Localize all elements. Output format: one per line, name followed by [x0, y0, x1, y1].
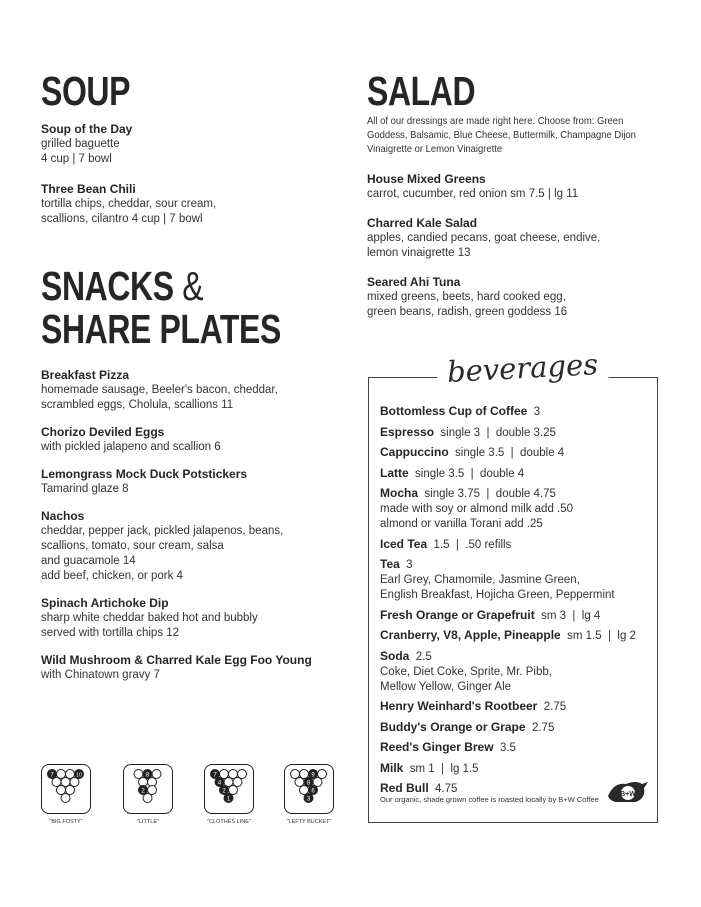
beverage-price: sm 1 | lg 1.5	[403, 762, 479, 775]
rack-number: 8	[306, 780, 311, 787]
beverage-price: 2.75	[525, 721, 555, 734]
item-desc: with Chinatown gravy 7	[41, 669, 160, 681]
rack-number: 4	[217, 780, 222, 787]
beverage-name: Espresso	[380, 424, 435, 439]
beverage-item	[380, 699, 652, 715]
menu-item	[41, 368, 351, 413]
menu-item	[41, 653, 351, 683]
beverage-name: Milk	[380, 760, 404, 775]
beverages-title: beverages	[436, 347, 609, 390]
item-name: Spinach Artichoke Dip	[41, 596, 169, 610]
ampersand: &	[182, 263, 204, 309]
rack-icon-3	[204, 764, 254, 814]
rack-number: 8	[145, 772, 150, 779]
item-desc: homemade sausage, Beeler's bacon, cheddar, scrambled eggs, Cholula, scallions 11	[41, 384, 278, 411]
beverage-price: 3	[399, 559, 413, 571]
item-desc: Tamarind glaze 8	[41, 483, 129, 495]
item-name: Wild Mushroom & Charred Kale Egg Foo Young	[41, 653, 312, 667]
beverage-price: 2.75	[537, 701, 567, 713]
dressing-note: All of our dressings are made right here. Choose from: Green Goddess, Balsamic, Blue Cheese, Buttermilk, Champagne Dijon Vinaigrette or Lemon Vinaigrette	[367, 115, 636, 155]
rack-label: "BIG FOSTY"	[49, 819, 83, 825]
beverage-item	[380, 649, 652, 695]
beverage-name: Fresh Orange or Grapefruit	[380, 607, 535, 622]
menu-item	[367, 275, 677, 320]
billiard-rack-icon	[205, 765, 253, 813]
rack-number: 6	[311, 788, 315, 795]
rack-icon-1	[41, 764, 91, 814]
beverages-list	[380, 404, 652, 802]
beverage-options: Coke, Diet Coke, Sprite, Mr. Pibb, Mellow Yellow, Ginger Ale	[380, 665, 552, 693]
beverage-name: Red Bull	[380, 781, 429, 795]
billiard-rack-icon	[42, 765, 90, 813]
menu-item	[41, 596, 351, 641]
beverage-item	[380, 537, 652, 553]
beverage-name: Reed's Ginger Brew	[380, 740, 494, 754]
beverage-item	[380, 761, 652, 777]
beverage-price: sm 3 | lg 4	[534, 609, 601, 622]
rack-number: 2	[222, 788, 226, 795]
beverage-name: Soda	[380, 648, 410, 663]
beverage-item	[380, 740, 652, 756]
beverage-options: made with soy or almond milk add .50 almond or vanilla Torani add .25	[380, 503, 574, 530]
item-name: Lemongrass Mock Duck Potstickers	[41, 467, 248, 481]
beverage-name: Mocha	[380, 486, 419, 500]
item-desc: cheddar, pepper jack, pickled jalapenos, beans, scallions, tomato, sour cream, salsa and guacamole 14 add beef, chicken, or pork 4	[41, 525, 284, 582]
billiard-rack-icon	[285, 765, 333, 813]
menu-item	[41, 467, 351, 497]
beverage-name: Latte	[380, 465, 409, 480]
beverage-item	[380, 720, 652, 736]
item-name: Seared Ahi Tuna	[367, 275, 461, 289]
item-name: House Mixed Greens	[367, 172, 486, 186]
snacks-title	[41, 263, 204, 309]
rack-number: 2	[141, 788, 145, 795]
beverage-name: Cappuccino	[380, 445, 449, 459]
beverage-price: single 3.5 | double 4	[408, 467, 525, 480]
coffee-roaster-note: Our organic, shade grown coffee is roasted locally by B+W Coffee	[380, 795, 599, 804]
rack-icon-4	[284, 764, 334, 814]
rack-icon-2	[123, 764, 173, 814]
beverage-name: Cranberry, V8, Apple, Pineapple	[380, 628, 561, 642]
item-desc: apples, candied pecans, goat cheese, endive, lemon vinaigrette 13	[367, 232, 601, 259]
menu-item	[41, 425, 351, 455]
beverage-item	[380, 466, 652, 482]
snacks-title-word: SNACKS	[41, 263, 174, 309]
beverage-options: Earl Grey, Chamomile, Jasmine Green, English Breakfast, Hojicha Green, Peppermint	[380, 574, 615, 601]
beverage-price: single 3.75 | double 4.75	[418, 488, 556, 500]
salad-title: SALAD	[367, 68, 476, 114]
beverage-price: 2.5	[409, 650, 432, 663]
item-desc: grilled baguette 4 cup | 7 bowl	[41, 138, 120, 165]
beverage-name: Iced Tea	[380, 536, 428, 551]
soup-title: SOUP	[41, 68, 131, 114]
item-desc: sharp white cheddar baked hot and bubbly served with tortilla chips 12	[41, 612, 258, 639]
menu-item	[41, 122, 341, 167]
beverage-item	[380, 628, 652, 644]
item-name: Breakfast Pizza	[41, 368, 130, 382]
beverage-price: 4.75	[428, 783, 458, 795]
beverage-price: 3	[527, 406, 541, 418]
beverage-name: Bottomless Cup of Coffee	[380, 404, 528, 418]
share-plates-title: SHARE PLATES	[41, 306, 281, 352]
beverage-item	[380, 486, 652, 532]
item-name: Nachos	[41, 509, 85, 523]
rack-number: 9	[311, 772, 315, 779]
item-name: Charred Kale Salad	[367, 216, 478, 230]
logo-text: B+W	[620, 791, 636, 798]
rack-number: 3	[306, 796, 311, 803]
beverage-name: Buddy's Orange or Grape	[380, 719, 526, 734]
item-desc: with pickled jalapeno and scallion 6	[41, 441, 221, 453]
rack-number: 7	[213, 772, 217, 779]
bw-coffee-bird-logo	[606, 776, 650, 806]
rack-number: 10	[76, 772, 82, 779]
menu-item	[367, 216, 677, 261]
menu-item	[41, 182, 341, 227]
beverage-item	[380, 404, 652, 420]
rack-label: "LEFTY BUCKET"	[286, 819, 332, 825]
beverage-item	[380, 425, 652, 441]
item-name: Chorizo Deviled Eggs	[41, 425, 165, 439]
beverage-name: Henry Weinhard's Rootbeer	[380, 699, 538, 713]
billiard-rack-icon	[124, 765, 172, 813]
soup-list	[41, 122, 341, 242]
beverage-item	[380, 557, 652, 603]
beverage-price: single 3 | double 3.25	[434, 426, 556, 439]
snacks-list	[41, 368, 351, 695]
beverage-price: 3.5	[493, 742, 516, 754]
beverage-item	[380, 445, 652, 461]
item-desc: mixed greens, beets, hard cooked egg, green beans, radish, green goddess 16	[367, 291, 568, 318]
menu-item	[367, 172, 677, 202]
item-name: Soup of the Day	[41, 122, 133, 136]
beverage-price: sm 1.5 | lg 2	[560, 630, 636, 642]
item-desc: tortilla chips, cheddar, sour cream, scallions, cilantro 4 cup | 7 bowl	[41, 198, 217, 225]
beverage-item	[380, 608, 652, 624]
beverage-price: 1.5 | .50 refills	[427, 538, 512, 551]
rack-number: 7	[50, 772, 54, 779]
menu-item	[41, 509, 351, 584]
rack-label: "CLOTHES LINE"	[207, 819, 251, 825]
item-name: Three Bean Chili	[41, 182, 136, 196]
beverage-price: single 3.5 | double 4	[448, 447, 565, 459]
beverage-name: Tea	[380, 557, 400, 571]
item-desc: carrot, cucumber, red onion sm 7.5 | lg 11	[367, 188, 579, 200]
rack-number: 1	[226, 796, 231, 803]
salad-list	[367, 172, 677, 334]
rack-label: "LITTLE"	[137, 819, 159, 825]
